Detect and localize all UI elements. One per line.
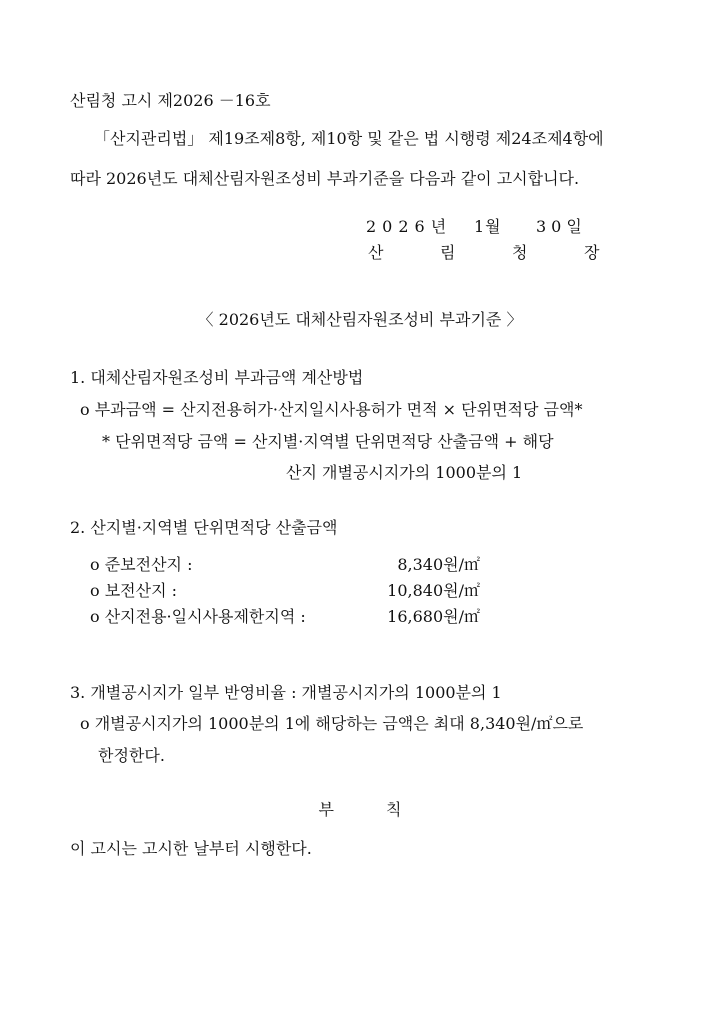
rate-row (90, 552, 480, 575)
document-title: 〈 2026년도 대체산림자원조성비 부과기준 〉 (197, 310, 523, 329)
issuer-signature (368, 240, 656, 263)
section-1-heading: 1. 대체산림자원조성비 부과금액 계산방법 (70, 368, 364, 387)
effective-clause: 이 고시는 고시한 날부터 시행한다. (70, 839, 312, 858)
rate-amount: 8,340원/㎡ (397, 555, 480, 574)
preamble (70, 119, 670, 199)
issue-date (366, 214, 587, 237)
rate-row (90, 578, 480, 601)
section-1-formula: o 부과금액 = 산지전용허가·산지일시사용허가 면적 × 단위면적당 금액* (80, 400, 583, 419)
notice-number: 산림청 고시 제2026 －16호 (70, 91, 271, 110)
issuer-char: 장 (584, 243, 600, 262)
section-3-bullet-line-2: 한정한다. (98, 746, 165, 765)
issue-date-year: 2026년 (366, 217, 453, 236)
issuer-char: 림 (440, 243, 456, 262)
issuer-char: 산 (368, 243, 384, 262)
section-2-heading: 2. 산지별·지역별 단위면적당 산출금액 (70, 518, 338, 537)
section-1-note-line-2: 산지 개별공시지가의 1000분의 1 (286, 463, 523, 482)
addenda-heading (0, 797, 720, 820)
issuer-char: 청 (512, 243, 528, 262)
rate-label: o 보전산지 : (90, 581, 178, 600)
preamble-line-1: 「산지관리법」 제19조제8항, 제10항 및 같은 법 시행령 제24조제4항에 (94, 129, 604, 148)
rate-label: o 산지전용·일시사용제한지역 : (90, 607, 306, 626)
rate-label: o 준보전산지 : (90, 555, 193, 574)
issue-date-day: 30일 (536, 217, 587, 236)
section-1-note-line-1: * 단위면적당 금액 = 산지별·지역별 단위면적당 산출금액 + 해당 (102, 432, 554, 451)
rate-amount: 16,680원/㎡ (387, 607, 480, 626)
addenda-char: 부 (318, 800, 334, 819)
addenda-char: 칙 (386, 800, 402, 819)
issue-date-month: 1월 (474, 217, 502, 236)
section-3-bullet-line-1: o 개별공시지가의 1000분의 1에 해당하는 금액은 최대 8,340원/㎡으로 (80, 714, 584, 733)
section-3-heading: 3. 개별공시지가 일부 반영비율 : 개별공시지가의 1000분의 1 (70, 683, 502, 702)
preamble-line-2: 따라 2026년도 대체산림자원조성비 부과기준을 다음과 같이 고시합니다. (70, 169, 580, 188)
rate-row (90, 604, 480, 627)
rate-amount: 10,840원/㎡ (387, 581, 480, 600)
